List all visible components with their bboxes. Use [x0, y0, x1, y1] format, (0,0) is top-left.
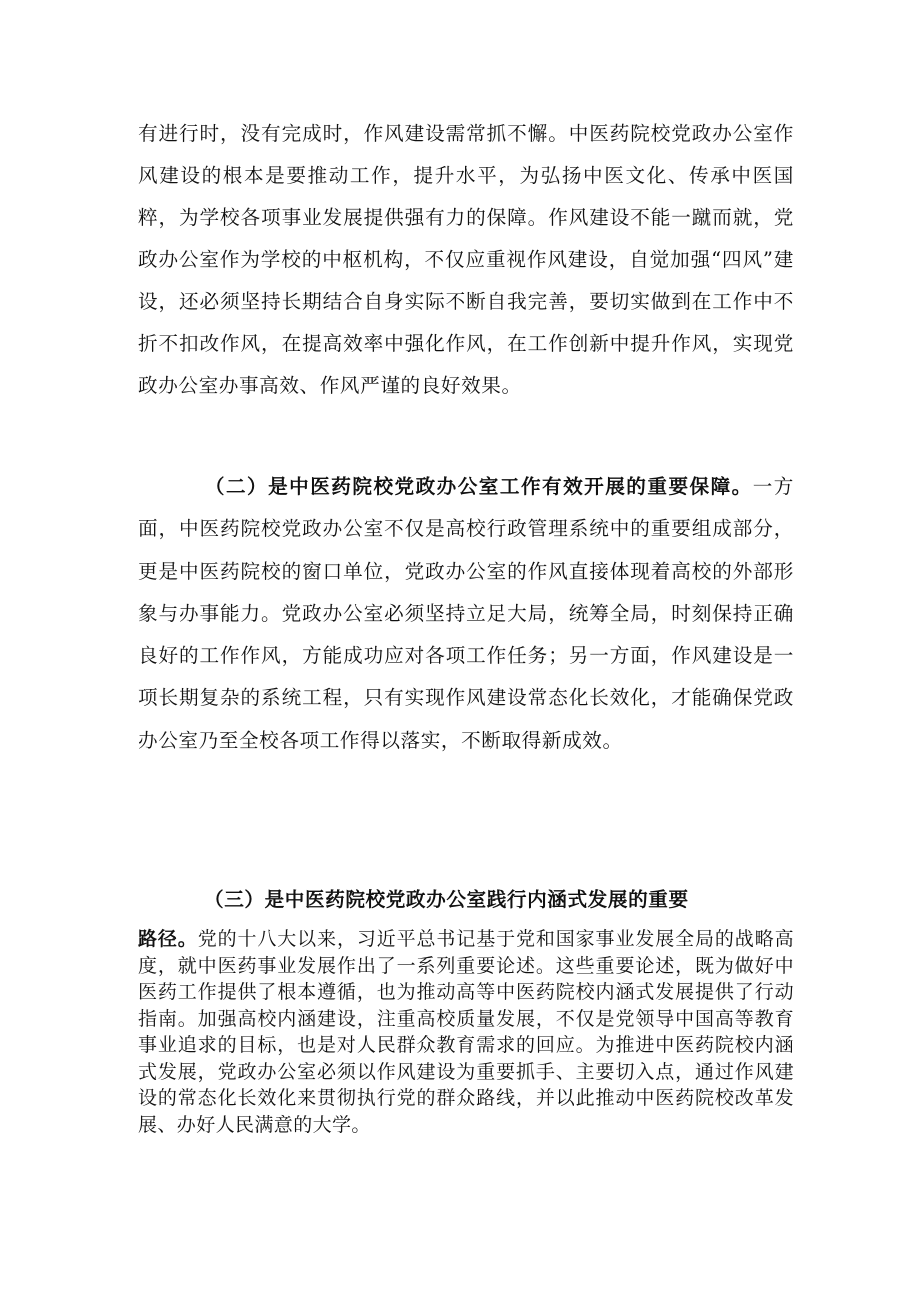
paragraph-1-text: 有进行时，没有完成时，作风建设需常抓不懈。中医药院校党政办公室作风建设的根本是要推动工作，提升水平，为弘扬中医文化、传承中医国粹，为学校各项事业发展提供强有力的保障。作风建设不能一蹴而就，党政办公室作为学校的中枢机构，不仅应重视作风建设，自觉加强“四风”建设，还必须坚持长期结合自身实际不断自我完善，要切实做到在工作中不折不扣改作风，在提高效率中强化作风，在工作创新中提升作风，实现党政办公室办事高效、作风严谨的良好效果。 [138, 122, 794, 397]
section-2-heading: （二）是中医药院校党政办公室工作有效开展的重要保障。 [204, 475, 753, 498]
section-2-body: 一方面，中医药院校党政办公室不仅是高校行政管理系统中的重要组成部分，更是中医药院校的窗口单位，党政办公室的作风直接体现着高校的外部形象与办事能力。党政办公室必须坚持立足大局，统筹全局，时刻保持正确良好的工作作风，方能成功应对各项工作任务；另一方面，作风建设是一项长期复杂的系统工程，只有实现作风建设常态化长效化，才能确保党政办公室乃至全校各项工作得以落实，不断取得新成效。 [138, 475, 794, 752]
section-3-heading-continued: 路径。 [138, 928, 198, 950]
section-3-paragraph [138, 926, 794, 1138]
paragraph-1 [138, 113, 794, 407]
section-2-paragraph [138, 466, 794, 762]
section-3-heading: （三）是中医药院校党政办公室践行内涵式发展的重要 [204, 888, 689, 911]
section-3-body: 党的十八大以来，习近平总书记基于党和国家事业发展全局的战略高度，就中医药事业发展作出了一系列重要论述。这些重要论述，既为做好中医药工作提供了根本遵循，也为推动高等中医药院校内涵式发展提供了行动指南。加强高校内涵建设，注重高校质量发展，不仅是党领导中国高等教育事业追求的目标，也是对人民群众教育需求的回应。为推进中医药院校内涵式发展，党政办公室必须以作风建设为重要抓手、主要切入点，通过作风建设的常态化长效化来贯彻执行党的群众路线，并以此推动中医药院校改革发展、办好人民满意的大学。 [138, 928, 794, 1136]
